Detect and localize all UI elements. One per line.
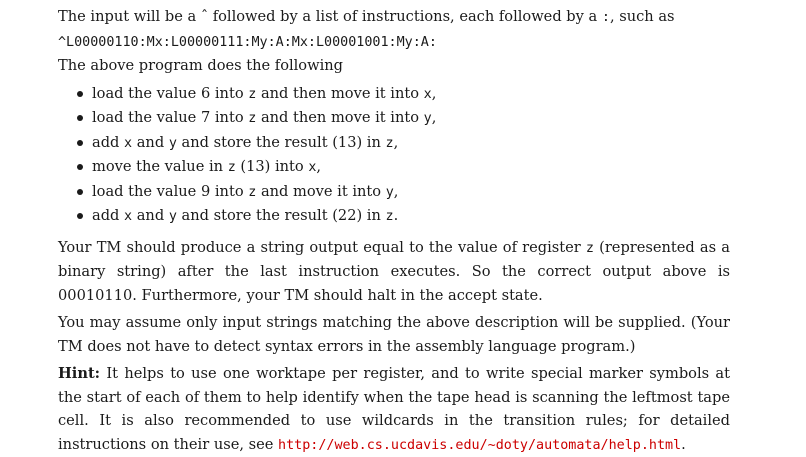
register-name: x — [423, 86, 432, 102]
bullet-icon — [77, 189, 83, 195]
step-item — [77, 131, 730, 156]
register-name: z — [385, 135, 394, 151]
step-text: and store the result (22) in — [176, 207, 386, 224]
intro-text-middle: followed by a list of instructions, each followed by a — [208, 8, 602, 25]
document-page — [58, 5, 730, 457]
output-text-before: Your TM should produce a string output equal to the value of register — [58, 238, 586, 256]
step-text: . — [393, 207, 399, 224]
caret-symbol: ˆ — [200, 8, 209, 25]
hint-text: It helps to use one worktape per register, and to write special marker symbols at the start of each of them to help identify when the tape head is scanning the leftmost tape cell. It is also recommended to use wildcards in the transition rules; for detailed instructions on their use, see — [58, 365, 730, 453]
example-program-code: ^L00000110:Mx:L00000111:My:A:Mx:L00001001:My:A: — [58, 34, 437, 50]
hint-end: . — [681, 435, 686, 453]
step-text: , — [393, 133, 399, 151]
program-lead: The above program does the following — [58, 57, 343, 74]
step-text: add — [92, 207, 125, 224]
register-name: z — [385, 209, 394, 224]
step-text: and store the result (13) in — [176, 133, 386, 151]
step-text: move the value in — [92, 158, 228, 175]
step-text: load the value 6 into — [92, 84, 249, 102]
bullet-icon — [77, 213, 83, 219]
intro-text-suffix: , such as — [609, 8, 675, 25]
intro-paragraph — [58, 5, 730, 30]
step-item — [77, 106, 730, 131]
register-name: z — [248, 111, 257, 126]
output-text-after: (represented as a binary string) after the last instruction executes. So the correct output above is 00010110. Furthermore, your TM should halt in the accept state. — [58, 238, 730, 304]
step-item — [77, 180, 730, 205]
step-text: and move it into — [256, 182, 386, 200]
step-text: load the value 9 into — [92, 182, 249, 200]
steps-list — [58, 82, 730, 229]
help-link[interactable]: http://web.cs.ucdavis.edu/~doty/automata/help.html — [278, 437, 682, 453]
colon-symbol: : — [601, 10, 610, 25]
register-name: z — [227, 160, 236, 175]
register-name: z — [248, 86, 257, 102]
step-text: and — [132, 207, 169, 224]
hint-label: Hint: — [58, 365, 101, 382]
step-text: and — [132, 133, 169, 151]
register-name: x — [124, 135, 133, 151]
assume-paragraph: You may assume only input strings matching the above description will be supplied. (Your TM does not have to detect syntax errors in the assembly language program.) — [58, 314, 730, 355]
step-text: add — [92, 133, 125, 151]
register-name: x — [124, 209, 133, 224]
step-item — [77, 82, 730, 107]
bullet-icon — [77, 164, 83, 170]
intro-text: The input will be a — [58, 8, 201, 25]
step-text: , — [431, 84, 437, 102]
bullet-icon — [77, 115, 83, 121]
step-text: , — [431, 109, 437, 126]
step-text: load the value 7 into — [92, 109, 249, 126]
example-program — [58, 30, 730, 55]
step-text: and then move it into — [256, 109, 424, 126]
register-name: x — [308, 160, 317, 175]
step-text: , — [393, 182, 399, 200]
bullet-icon — [77, 140, 83, 146]
register-name: y — [423, 111, 432, 126]
register-z: z — [585, 240, 594, 256]
register-name: y — [385, 184, 394, 200]
step-text: (13) into — [235, 158, 309, 175]
step-text: , — [316, 158, 322, 175]
step-item — [77, 204, 730, 229]
register-name: z — [248, 184, 257, 200]
register-name: y — [168, 209, 177, 224]
step-item — [77, 155, 730, 180]
output-paragraph — [58, 236, 730, 308]
bullet-icon — [77, 91, 83, 97]
register-name: y — [168, 135, 177, 151]
step-text: and then move it into — [256, 84, 424, 102]
